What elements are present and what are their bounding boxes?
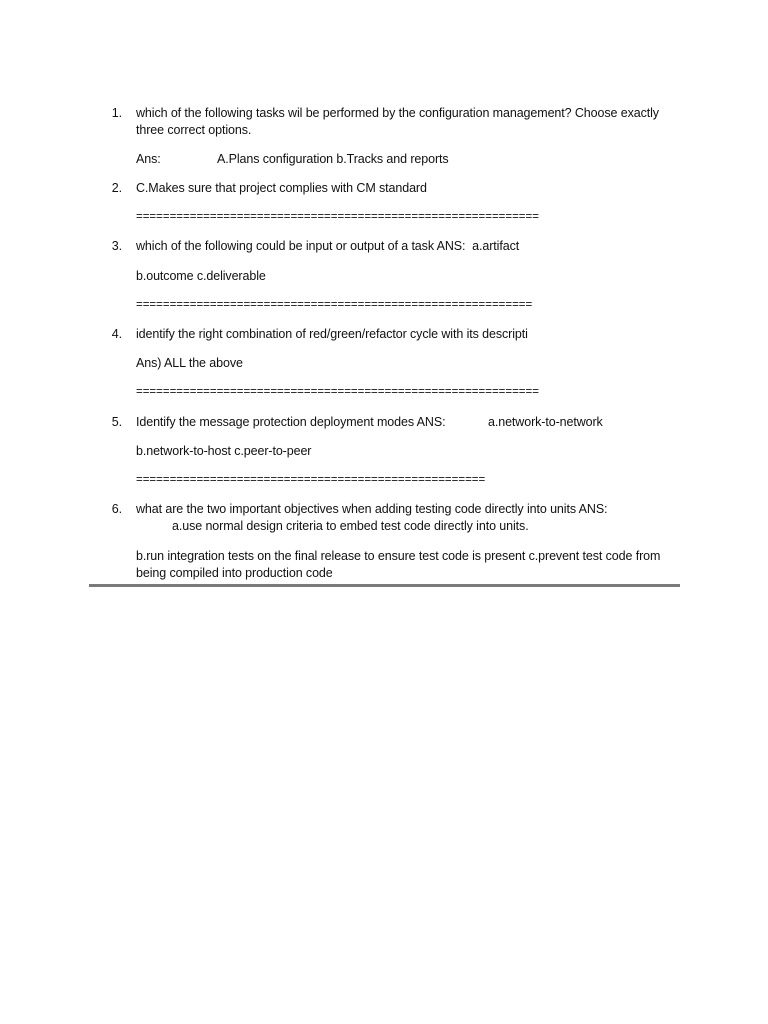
answer-5-part-a: a.network-to-network <box>488 415 603 429</box>
item-number-3: 3. <box>111 239 122 253</box>
item-number-6: 6. <box>111 502 122 516</box>
separator-4: ==================================================== <box>136 474 486 486</box>
item-number-5: 5. <box>111 415 122 429</box>
answer-4-text: Ans) ALL the above <box>136 356 243 370</box>
answer-6-continuation-line-1: b.run integration tests on the final release to ensure test code is present c.prevent test code from <box>136 549 661 563</box>
answer-3-continuation: b.outcome c.deliverable <box>136 269 266 283</box>
separator-3: ============================================================ <box>136 386 539 398</box>
answer-label: Ans: <box>136 152 161 166</box>
answer-6-part-a: a.use normal design criteria to embed test code directly into units. <box>172 519 529 533</box>
horizontal-rule <box>89 584 680 587</box>
question-1-line-1: which of the following tasks wil be performed by the configuration management? Choose exactly <box>136 106 659 120</box>
answer-1-text: A.Plans configuration b.Tracks and reports <box>217 152 449 166</box>
question-1-line-2: three correct options. <box>136 123 252 137</box>
separator-1: ============================================================ <box>136 211 539 223</box>
question-5-text: Identify the message protection deployment modes ANS: <box>136 415 446 429</box>
item-number-1: 1. <box>111 106 122 120</box>
question-3-text: which of the following could be input or output of a task ANS: a.artifact <box>136 239 520 253</box>
answer-6-continuation-line-2: being compiled into production code <box>136 566 333 580</box>
question-6-text: what are the two important objectives when adding testing code directly into units ANS: <box>136 502 608 516</box>
item-number-4: 4. <box>111 327 122 341</box>
question-4-text: identify the right combination of red/green/refactor cycle with its descripti <box>136 327 528 341</box>
separator-2: =========================================================== <box>136 299 533 311</box>
item-2-text: C.Makes sure that project complies with CM standard <box>136 181 427 195</box>
answer-5-continuation: b.network-to-host c.peer-to-peer <box>136 444 312 458</box>
item-number-2: 2. <box>111 181 122 195</box>
